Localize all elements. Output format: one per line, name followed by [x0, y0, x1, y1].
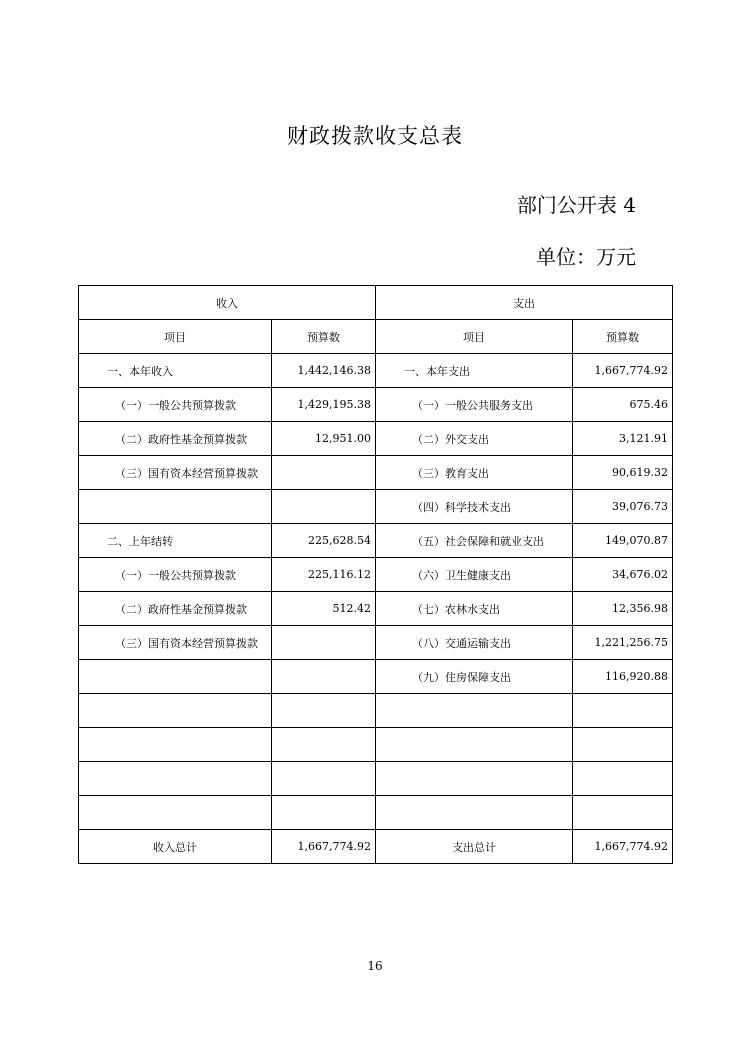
- expense-value: [573, 762, 673, 796]
- income-value: [272, 490, 376, 524]
- income-item: （一）一般公共预算拨款: [79, 558, 272, 592]
- expense-value: 34,676.02: [573, 558, 673, 592]
- table-row: [79, 422, 673, 456]
- income-header: 收入: [79, 286, 376, 320]
- income-value: [272, 728, 376, 762]
- expense-value: 90,619.32: [573, 456, 673, 490]
- page-title: 财政拨款收支总表: [287, 124, 463, 148]
- section-header-row: [79, 286, 673, 320]
- income-item: [79, 762, 272, 796]
- expense-value: 39,076.73: [573, 490, 673, 524]
- table-row: [79, 558, 673, 592]
- expense-value: 1,667,774.92: [573, 354, 673, 388]
- expense-total-label: 支出总计: [376, 830, 573, 864]
- table-row: [79, 490, 673, 524]
- table-row: [79, 388, 673, 422]
- expense-item: （一）一般公共服务支出: [376, 388, 573, 422]
- expense-item: [376, 796, 573, 830]
- income-item: 一、本年收入: [79, 354, 272, 388]
- income-item: （一）一般公共预算拨款: [79, 388, 272, 422]
- table-row: [79, 728, 673, 762]
- expense-item: （八）交通运输支出: [376, 626, 573, 660]
- income-value: [272, 796, 376, 830]
- income-item: （三）国有资本经营预算拨款: [79, 626, 272, 660]
- expense-item-col-header: 项目: [376, 320, 573, 354]
- income-value: [272, 456, 376, 490]
- table-row: [79, 694, 673, 728]
- expense-item: [376, 762, 573, 796]
- table-row: [79, 354, 673, 388]
- expense-item: （七）农林水支出: [376, 592, 573, 626]
- expense-value: 149,070.87: [573, 524, 673, 558]
- expense-value: 12,356.98: [573, 592, 673, 626]
- income-budget-col-header: 预算数: [272, 320, 376, 354]
- expense-value: [573, 694, 673, 728]
- income-item: （二）政府性基金预算拨款: [79, 592, 272, 626]
- income-value: [272, 694, 376, 728]
- expense-value: [573, 796, 673, 830]
- income-item-col-header: 项目: [79, 320, 272, 354]
- table-number-label: 部门公开表 4: [516, 193, 636, 217]
- expense-budget-col-header: 预算数: [573, 320, 673, 354]
- expense-item: （四）科学技术支出: [376, 490, 573, 524]
- expense-item: （五）社会保障和就业支出: [376, 524, 573, 558]
- income-value: 225,628.54: [272, 524, 376, 558]
- table-row: [79, 592, 673, 626]
- table-row: [79, 524, 673, 558]
- expense-total-value: 1,667,774.92: [573, 830, 673, 864]
- expense-value: 3,121.91: [573, 422, 673, 456]
- expense-value: [573, 728, 673, 762]
- expense-value: 1,221,256.75: [573, 626, 673, 660]
- table-row: [79, 762, 673, 796]
- income-value: [272, 660, 376, 694]
- income-item: 二、上年结转: [79, 524, 272, 558]
- expense-item: [376, 728, 573, 762]
- income-value: 225,116.12: [272, 558, 376, 592]
- income-item: （二）政府性基金预算拨款: [79, 422, 272, 456]
- expense-item: （九）住房保障支出: [376, 660, 573, 694]
- income-item: [79, 728, 272, 762]
- income-value: [272, 626, 376, 660]
- expense-header: 支出: [376, 286, 673, 320]
- unit-label: 单位：万元: [536, 245, 636, 269]
- income-value: 1,442,146.38: [272, 354, 376, 388]
- expense-item: [376, 694, 573, 728]
- income-item: [79, 796, 272, 830]
- income-item: （三）国有资本经营预算拨款: [79, 456, 272, 490]
- expense-item: （二）外交支出: [376, 422, 573, 456]
- income-total-label: 收入总计: [79, 830, 272, 864]
- table-row: [79, 796, 673, 830]
- expense-value: 116,920.88: [573, 660, 673, 694]
- expense-item: 一、本年支出: [376, 354, 573, 388]
- expense-item: （六）卫生健康支出: [376, 558, 573, 592]
- income-item: [79, 490, 272, 524]
- table-row: [79, 456, 673, 490]
- income-value: 512.42: [272, 592, 376, 626]
- income-total-value: 1,667,774.92: [272, 830, 376, 864]
- page-number: 16: [367, 959, 383, 973]
- income-value: 1,429,195.38: [272, 388, 376, 422]
- budget-summary-table: [78, 285, 673, 864]
- column-header-row: [79, 320, 673, 354]
- expense-value: 675.46: [573, 388, 673, 422]
- income-value: [272, 762, 376, 796]
- expense-item: （三）教育支出: [376, 456, 573, 490]
- income-item: [79, 660, 272, 694]
- total-row: [79, 830, 673, 864]
- table-row: [79, 626, 673, 660]
- table-row: [79, 660, 673, 694]
- income-item: [79, 694, 272, 728]
- income-value: 12,951.00: [272, 422, 376, 456]
